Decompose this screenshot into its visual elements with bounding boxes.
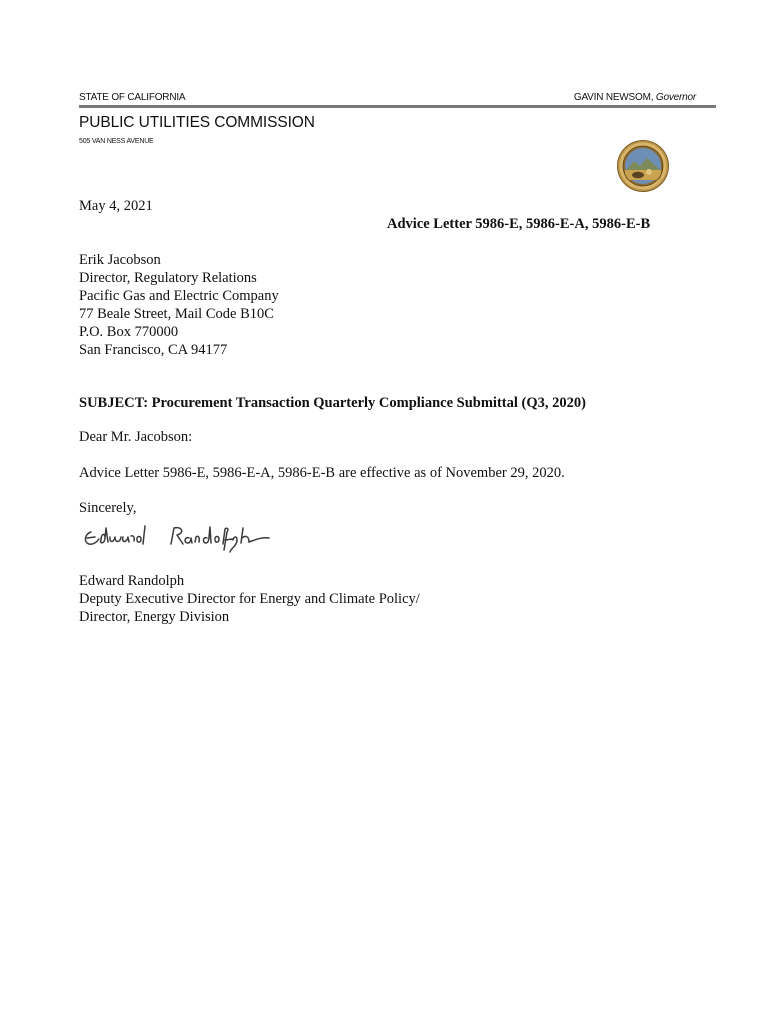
recipient-po-box: P.O. Box 770000 bbox=[79, 324, 179, 340]
recipient-company: Pacific Gas and Electric Company bbox=[79, 288, 279, 304]
signature-image bbox=[79, 520, 279, 556]
recipient-name: Erik Jacobson bbox=[79, 252, 161, 268]
state-label: STATE OF CALIFORNIA bbox=[79, 92, 186, 103]
governor-label bbox=[574, 92, 696, 103]
closing: Sincerely, bbox=[79, 500, 137, 516]
header-divider bbox=[79, 105, 716, 108]
letter-date: May 4, 2021 bbox=[79, 198, 153, 214]
governor-title: Governor bbox=[655, 92, 696, 103]
state-seal-icon bbox=[616, 137, 670, 195]
recipient-title: Director, Regulatory Relations bbox=[79, 270, 257, 286]
signer-title-line2: Director, Energy Division bbox=[79, 609, 230, 625]
recipient-address-block bbox=[79, 251, 279, 359]
signer-title-line1: Deputy Executive Director for Energy and Climate Policy/ bbox=[79, 591, 420, 607]
advice-letter-reference: Advice Letter 5986-E, 5986-E-A, 5986-E-B bbox=[387, 216, 651, 232]
letterhead-top bbox=[79, 92, 696, 106]
recipient-street: 77 Beale Street, Mail Code B10C bbox=[79, 306, 274, 322]
salutation: Dear Mr. Jacobson: bbox=[79, 429, 193, 445]
agency-address: 505 VAN NESS AVENUE bbox=[79, 138, 154, 145]
recipient-city: San Francisco, CA 94177 bbox=[79, 342, 228, 358]
signer-name: Edward Randolph bbox=[79, 573, 185, 589]
agency-name: PUBLIC UTILITIES COMMISSION bbox=[79, 114, 315, 131]
signer-block bbox=[79, 572, 420, 626]
governor-name: GAVIN NEWSOM, bbox=[573, 92, 654, 103]
letter-subject: SUBJECT: Procurement Transaction Quarterly Compliance Submittal (Q3, 2020) bbox=[79, 395, 586, 411]
letter-body: Advice Letter 5986-E, 5986-E-A, 5986-E-B are effective as of November 29, 2020. bbox=[79, 465, 565, 481]
